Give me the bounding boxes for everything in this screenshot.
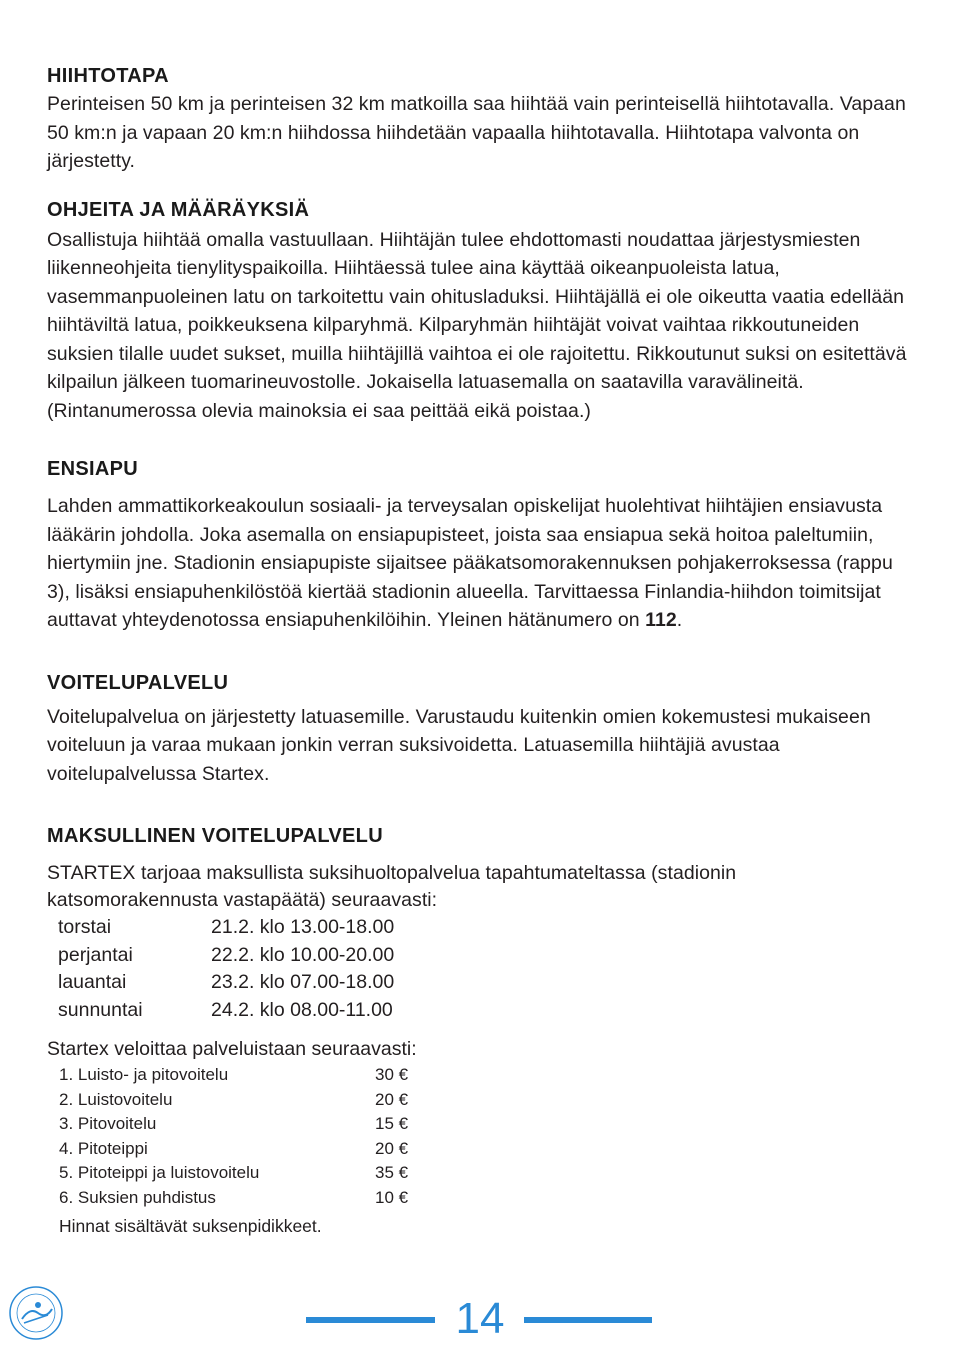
price-list <box>59 1063 907 1211</box>
schedule-row <box>58 942 907 970</box>
schedule-time: 21.2. klo 13.00-18.00 <box>211 916 395 938</box>
schedule-day: sunnuntai <box>58 998 143 1021</box>
prices-intro: Startex veloittaa palveluistaan seuraavasti: <box>47 1038 417 1060</box>
section-voitelupalvelu <box>47 669 907 789</box>
price-row <box>59 1088 907 1113</box>
footer-bar-right <box>524 1317 652 1323</box>
price-item-name: 1. Luisto- ja pitovoitelu <box>59 1065 229 1084</box>
price-row <box>59 1186 907 1211</box>
price-item-value: 20 € <box>375 1089 409 1109</box>
schedule-day: lauantai <box>58 971 127 993</box>
page-number: 14 <box>455 1294 505 1343</box>
section-text: Voitelupalvelua on järjestetty latuasemille. Varustaudu kuitenkin omien kokemustesi mukaiseen voiteluun ja varaa mukaan jonkin verran suksivoidetta. Latuasemilla hiihtäjiä avustaa voitelupalvelussa Startex. <box>47 705 871 785</box>
price-item-value: 20 € <box>375 1138 409 1158</box>
price-item-value: 35 € <box>375 1163 409 1183</box>
schedule-row <box>58 914 907 942</box>
section-ohjeita <box>47 196 907 426</box>
section-title: MAKSULLINEN VOITELUPALVELU <box>47 825 383 847</box>
price-row <box>59 1161 907 1186</box>
schedule-time: 22.2. klo 10.00-20.00 <box>211 943 395 966</box>
schedule-time: 23.2. klo 07.00-18.00 <box>211 971 395 993</box>
emergency-number: 112 <box>645 609 677 631</box>
page-content <box>47 62 907 1240</box>
sentence-end: . <box>676 609 683 631</box>
schedule-day: perjantai <box>58 943 133 966</box>
section-text: Perinteisen 50 km ja perinteisen 32 km matkoilla saa hiihtää vain perinteisellä hiihtotavalla. Vapaan 50 km:n ja vapaan 20 km:n hiihdossa hiihdetään vapaalla hiihtotavalla. Hiihtotapa valvonta on järjestetty. <box>47 93 906 172</box>
price-item-name: 3. Pitovoitelu <box>59 1114 157 1134</box>
finlandia-hiihto-logo-icon <box>8 1285 64 1341</box>
price-item-name: 6. Suksien puhdistus <box>59 1187 216 1207</box>
price-item-name: 2. Luistovoitelu <box>59 1089 173 1109</box>
section-hiihtotapa <box>47 62 907 176</box>
section-text <box>47 492 907 635</box>
section-title: HIIHTOTAPA <box>47 65 169 87</box>
schedule-row <box>58 997 907 1025</box>
section-maksullinen <box>47 822 907 1240</box>
price-item-value: 30 € <box>375 1065 409 1084</box>
section-ensiapu <box>47 455 907 635</box>
price-item-value: 10 € <box>375 1187 409 1207</box>
section-text: STARTEX tarjoaa maksullista suksihuoltopalvelua tapahtumateltassa (stadionin katsomorakennusta vastapäätä) seuraavasti: <box>47 862 737 911</box>
price-row <box>59 1063 907 1088</box>
price-row <box>59 1137 907 1162</box>
footer-bar-left <box>306 1317 435 1323</box>
schedule-time: 24.2. klo 08.00-11.00 <box>211 998 393 1021</box>
ensiapu-body: Lahden ammattikorkeakoulun sosiaali- ja terveysalan opiskelijat huolehtivat hiihtäjien ensiavusta lääkärin johdolla. Joka asemalla on ensiapupisteet, joista saa ensiapua sekä hoitoa paleltumiin, hiertymiin jne. Stadionin ensiapupiste sijaitsee pääkatsomorakennuksen pohjakerroksessa (rappu 3), lisäksi ensiapuhenkilöstöä kiertää stadionin alueella. Tarvittaessa Finlandia-hiihdon toimitsijat auttavat yhteydenotossa ensiapuhenkilöihin. Yleinen hätänumero on <box>47 495 893 631</box>
price-item-name: 5. Pitoteippi ja luistovoitelu <box>59 1163 260 1183</box>
schedule-row <box>58 969 907 997</box>
section-title: OHJEITA JA MÄÄRÄYKSIÄ <box>47 198 310 221</box>
price-row <box>59 1112 907 1137</box>
section-title: ENSIAPU <box>47 458 139 480</box>
price-item-value: 15 € <box>375 1114 409 1134</box>
price-item-name: 4. Pitoteippi <box>59 1138 148 1158</box>
schedule-list <box>58 914 907 1024</box>
section-title: VOITELUPALVELU <box>47 671 229 694</box>
section-text: Osallistuja hiihtää omalla vastuullaan. Hiihtäjän tulee ehdottomasti noudattaa järjestysmiesten liikenneohjeita tienylityspaikoilla. Hiihtäessä tulee aina käyttää oikeanpuoleista latua, vasemmanpuoleinen latu on tarkoitettu vain ohitusladuksi. Hiihtäjällä ei ole oikeutta vaatia edellään hiihtäviltä latua, poikkeuksena kilparyhmä. Kilparyhmän hiihtäjät voivat vaihtaa rikkoutuneiden suksien tilalle uudet sukset, muilla hiihtäjillä vaihtoa ei ole rajoitettu. Rikkoutunut suksi on esitettävä kilpailun jälkeen tuomarineuvostolle. Jokaisella latuasemalla on saatavilla varavälineitä. (Rintanumerossa olevia mainoksia ei saa peittää eikä poistaa.) <box>47 228 907 422</box>
schedule-day: torstai <box>58 916 112 938</box>
price-note: Hinnat sisältävät suksenpidikkeet. <box>59 1215 322 1236</box>
